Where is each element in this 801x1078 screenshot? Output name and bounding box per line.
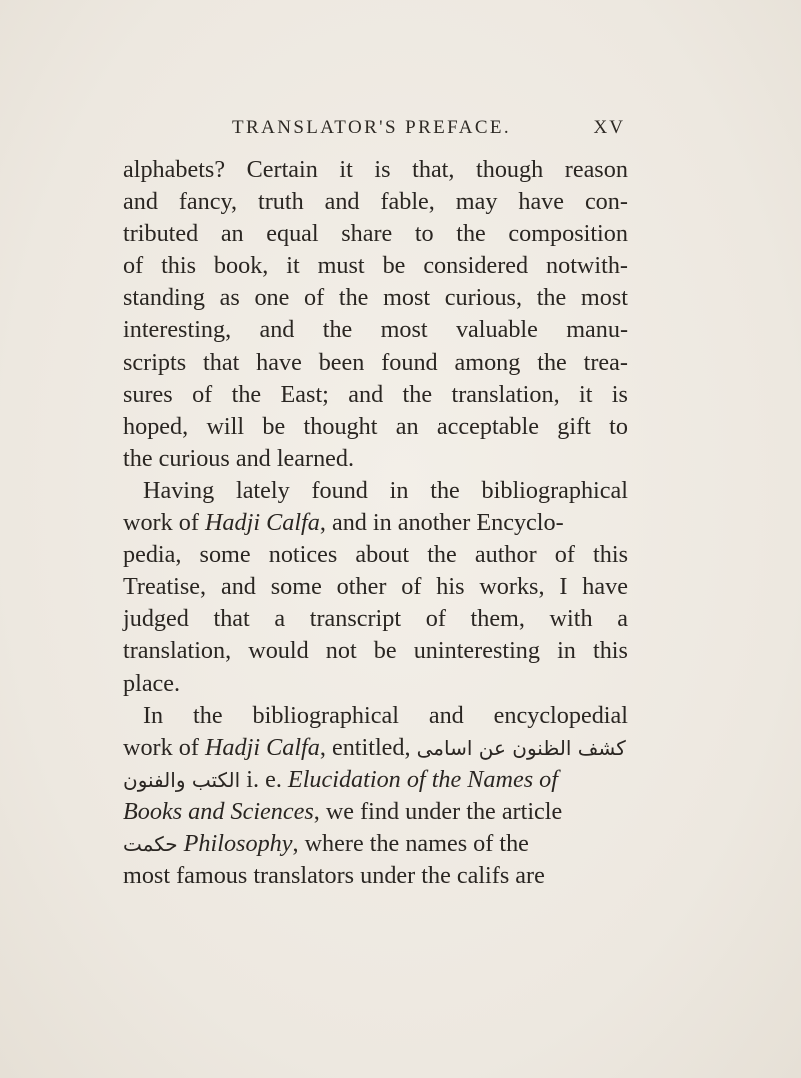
running-head-title: TRANSLATOR'S PREFACE.	[232, 117, 512, 138]
italic-translation: Philosophy	[183, 829, 293, 857]
paragraph-start-line: In the bibliographical and encyclopedial	[143, 701, 628, 729]
text-line: alphabets? Certain it is that, though reason	[123, 156, 628, 183]
text-line: tributed an equal share to the composition	[123, 220, 628, 248]
text-line: interesting, and the most valuable manu-	[123, 316, 628, 344]
text-line: sures of the East; and the translation, it is	[123, 380, 628, 408]
text-line: the curious and learned.	[123, 444, 355, 472]
text-line: place.	[123, 669, 181, 697]
arabic-title-part1: كشف الظنون عن اسامى	[416, 735, 626, 760]
paragraph-start-line: Having lately found in the bibliographical	[143, 476, 628, 504]
italic-translation: Books and Sciences	[123, 797, 314, 825]
text-line: pedia, some notices about the author of this	[123, 541, 628, 569]
text-line: work of Hadji Calfa , entitled, كشف الظنون عن اسامى	[123, 732, 628, 764]
text-line: الكتب والفنون i. e. Elucidation of the Names of	[123, 764, 628, 796]
text-line: standing as one of the most curious, the most	[123, 284, 628, 312]
italic-name: Hadji Calfa	[204, 509, 320, 537]
text-line: حكمت Philosophy , where the names of the	[123, 828, 628, 860]
text-line: scripts that have been found among the trea-	[123, 348, 628, 376]
italic-translation: Elucidation of the Names of	[287, 765, 558, 793]
text-line: most famous translators under the califs are	[123, 862, 545, 890]
italic-name: Hadji Calfa	[204, 733, 320, 761]
text-line: translation, would not be uninteresting in this	[123, 637, 628, 665]
text-line: Books and Sciences , we find under the article	[123, 796, 628, 828]
text-line: and fancy, truth and fable, may have con-	[123, 188, 628, 216]
running-head	[0, 117, 801, 143]
arabic-title-part2: الكتب والفنون	[123, 767, 241, 792]
text-line: Treatise, and some other of his works, I have	[123, 573, 628, 601]
body-text	[123, 154, 628, 892]
text-line: of this book, it must be considered notwith-	[123, 252, 628, 280]
page-number: XV	[593, 117, 625, 138]
arabic-article-word: حكمت	[123, 831, 178, 856]
text-line: judged that a transcript of them, with a	[123, 605, 628, 633]
text-line: work of Hadji Calfa , and in another Encyclo-	[123, 507, 628, 539]
text-line: hoped, will be thought an acceptable gift to	[123, 412, 628, 440]
